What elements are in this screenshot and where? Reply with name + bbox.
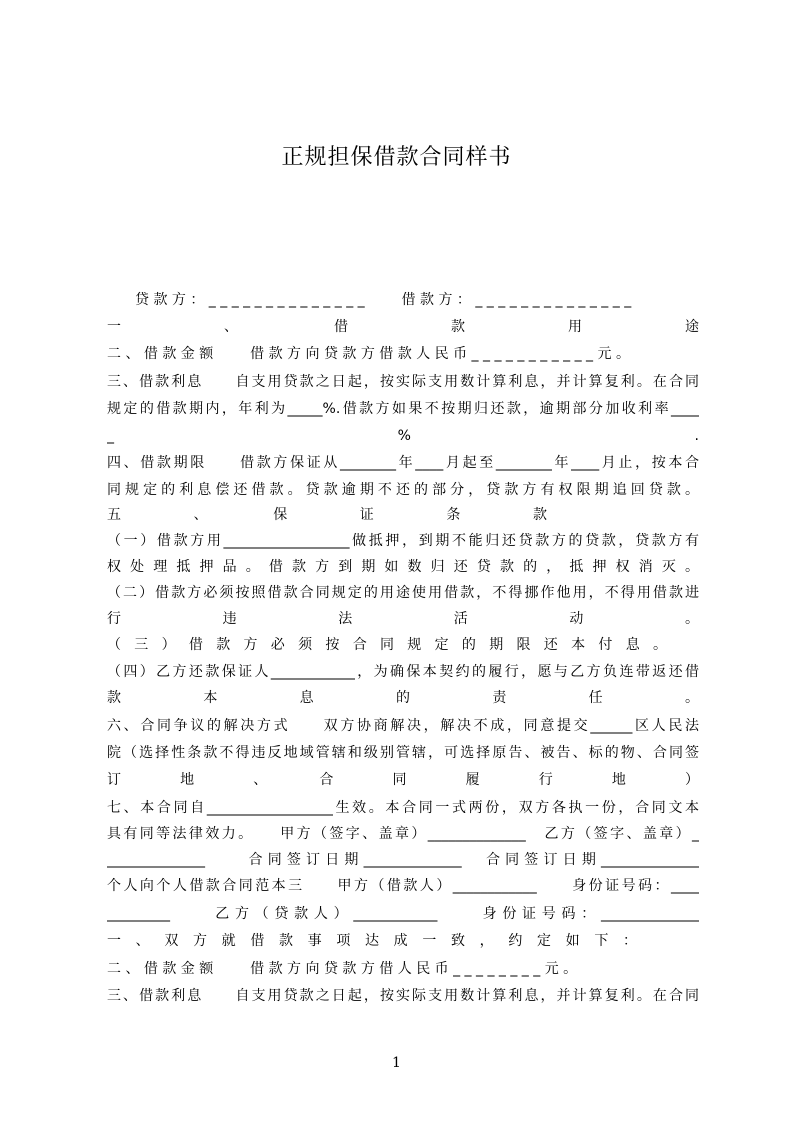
text-line: ______________ 合同签订日期______________ 合同签订日期______________ bbox=[107, 852, 699, 868]
text-line: 四、借款期限 借款方保证从________年____月起至________年____月止，按本合 bbox=[107, 455, 699, 471]
text-line: 权 处 理 抵 押 品 。 借 款 方 到 期 如 数 归 还 贷 款 的 ， 抵 押 权 消 灭 。 bbox=[107, 559, 699, 575]
text-line: 院（选择性条款不得违反地域管辖和级别管辖，可选择原告、被告、标的物、合同签 bbox=[107, 745, 699, 761]
text-line: （四）乙方还款保证人____________，为确保本契约的履行，愿与乙方负连带返还借 bbox=[107, 664, 699, 680]
text-line: 款 本 息 的 责 任 。 bbox=[107, 690, 699, 706]
text-line: 规定的借款期内，年利为_____%.借款方如果不按期归还款，逾期部分加收利率____ bbox=[107, 401, 699, 417]
text-line: 同规定的利息偿还借款。贷款逾期不还的部分，贷款方有权限期追回贷款。 bbox=[107, 482, 699, 498]
text-line: 六、合同争议的解决方式 双方协商解决，解决不成，同意提交______区人民法 bbox=[107, 718, 699, 734]
text-line: 三、借款利息 自支用贷款之日起，按实际支用数计算利息，并计算复利。在合同 bbox=[107, 988, 699, 1004]
text-line: 三、借款利息 自支用贷款之日起，按实际支用数计算利息，并计算复利。在合同 bbox=[107, 374, 699, 390]
text-line: 二 、 借 款 金 额 借 款 方 向 贷 款 方 借 款 人 民 币 _ _ _ _ _ _ _ _ _ _ _ 元 。 bbox=[107, 346, 630, 362]
text-line: 订 地 、 合 同 履 行 地 ） bbox=[107, 772, 699, 788]
text-line: 个人向个人借款合同范本三 甲方（借款人）____________ 身份证号码：____ bbox=[107, 878, 699, 894]
text-line: 贷 款 方 ： _ _ _ _ _ _ _ _ _ _ _ _ _ _ 借 款 方 ： _ _ _ _ _ _ _ _ _ _ _ _ _ _ bbox=[107, 292, 632, 308]
text-line: _________ 乙方（贷款人）____________ 身份证号码：______________ bbox=[107, 906, 699, 922]
text-line: 具有同等法律效力。 甲方（签字、盖章）______________ 乙方（签字、盖章）_ bbox=[107, 826, 699, 842]
text-line: 行 违 法 活 动 。 bbox=[107, 611, 699, 627]
text-line: （一）借款方用__________________做抵押，到期不能归还贷款方的贷款，贷款方有 bbox=[107, 533, 699, 549]
text-line: （二）借款方必须按照借款合同规定的用途使用借款，不得挪作他用，不得用借款进 bbox=[107, 585, 699, 601]
text-line: 二 、 借 款 金 额 借 款 方 向 贷 款 方 借 人 民 币 _ _ _ _ _ _ _ _ 元 。 bbox=[107, 961, 578, 977]
text-line: （ 三 ） 借 款 方 必 须 按 合 同 规 定 的 期 限 还 本 付 息 。 bbox=[107, 637, 667, 653]
text-line: _ % . bbox=[107, 428, 699, 444]
page-number: 1 bbox=[392, 1055, 401, 1071]
text-line: 五 、 保 证 条 款 bbox=[107, 507, 547, 523]
text-line: 一 、 双 方 就 借 款 事 项 达 成 一 致 ， 约 定 如 下 ： bbox=[107, 933, 637, 949]
text-line: 七、本合同自__________________生效。本合同一式两份，双方各执一份，合同文本 bbox=[107, 800, 699, 816]
text-line: 一 、 借 款 用 途 bbox=[107, 319, 699, 335]
document-title: 正规担保借款合同样书 bbox=[281, 145, 512, 170]
